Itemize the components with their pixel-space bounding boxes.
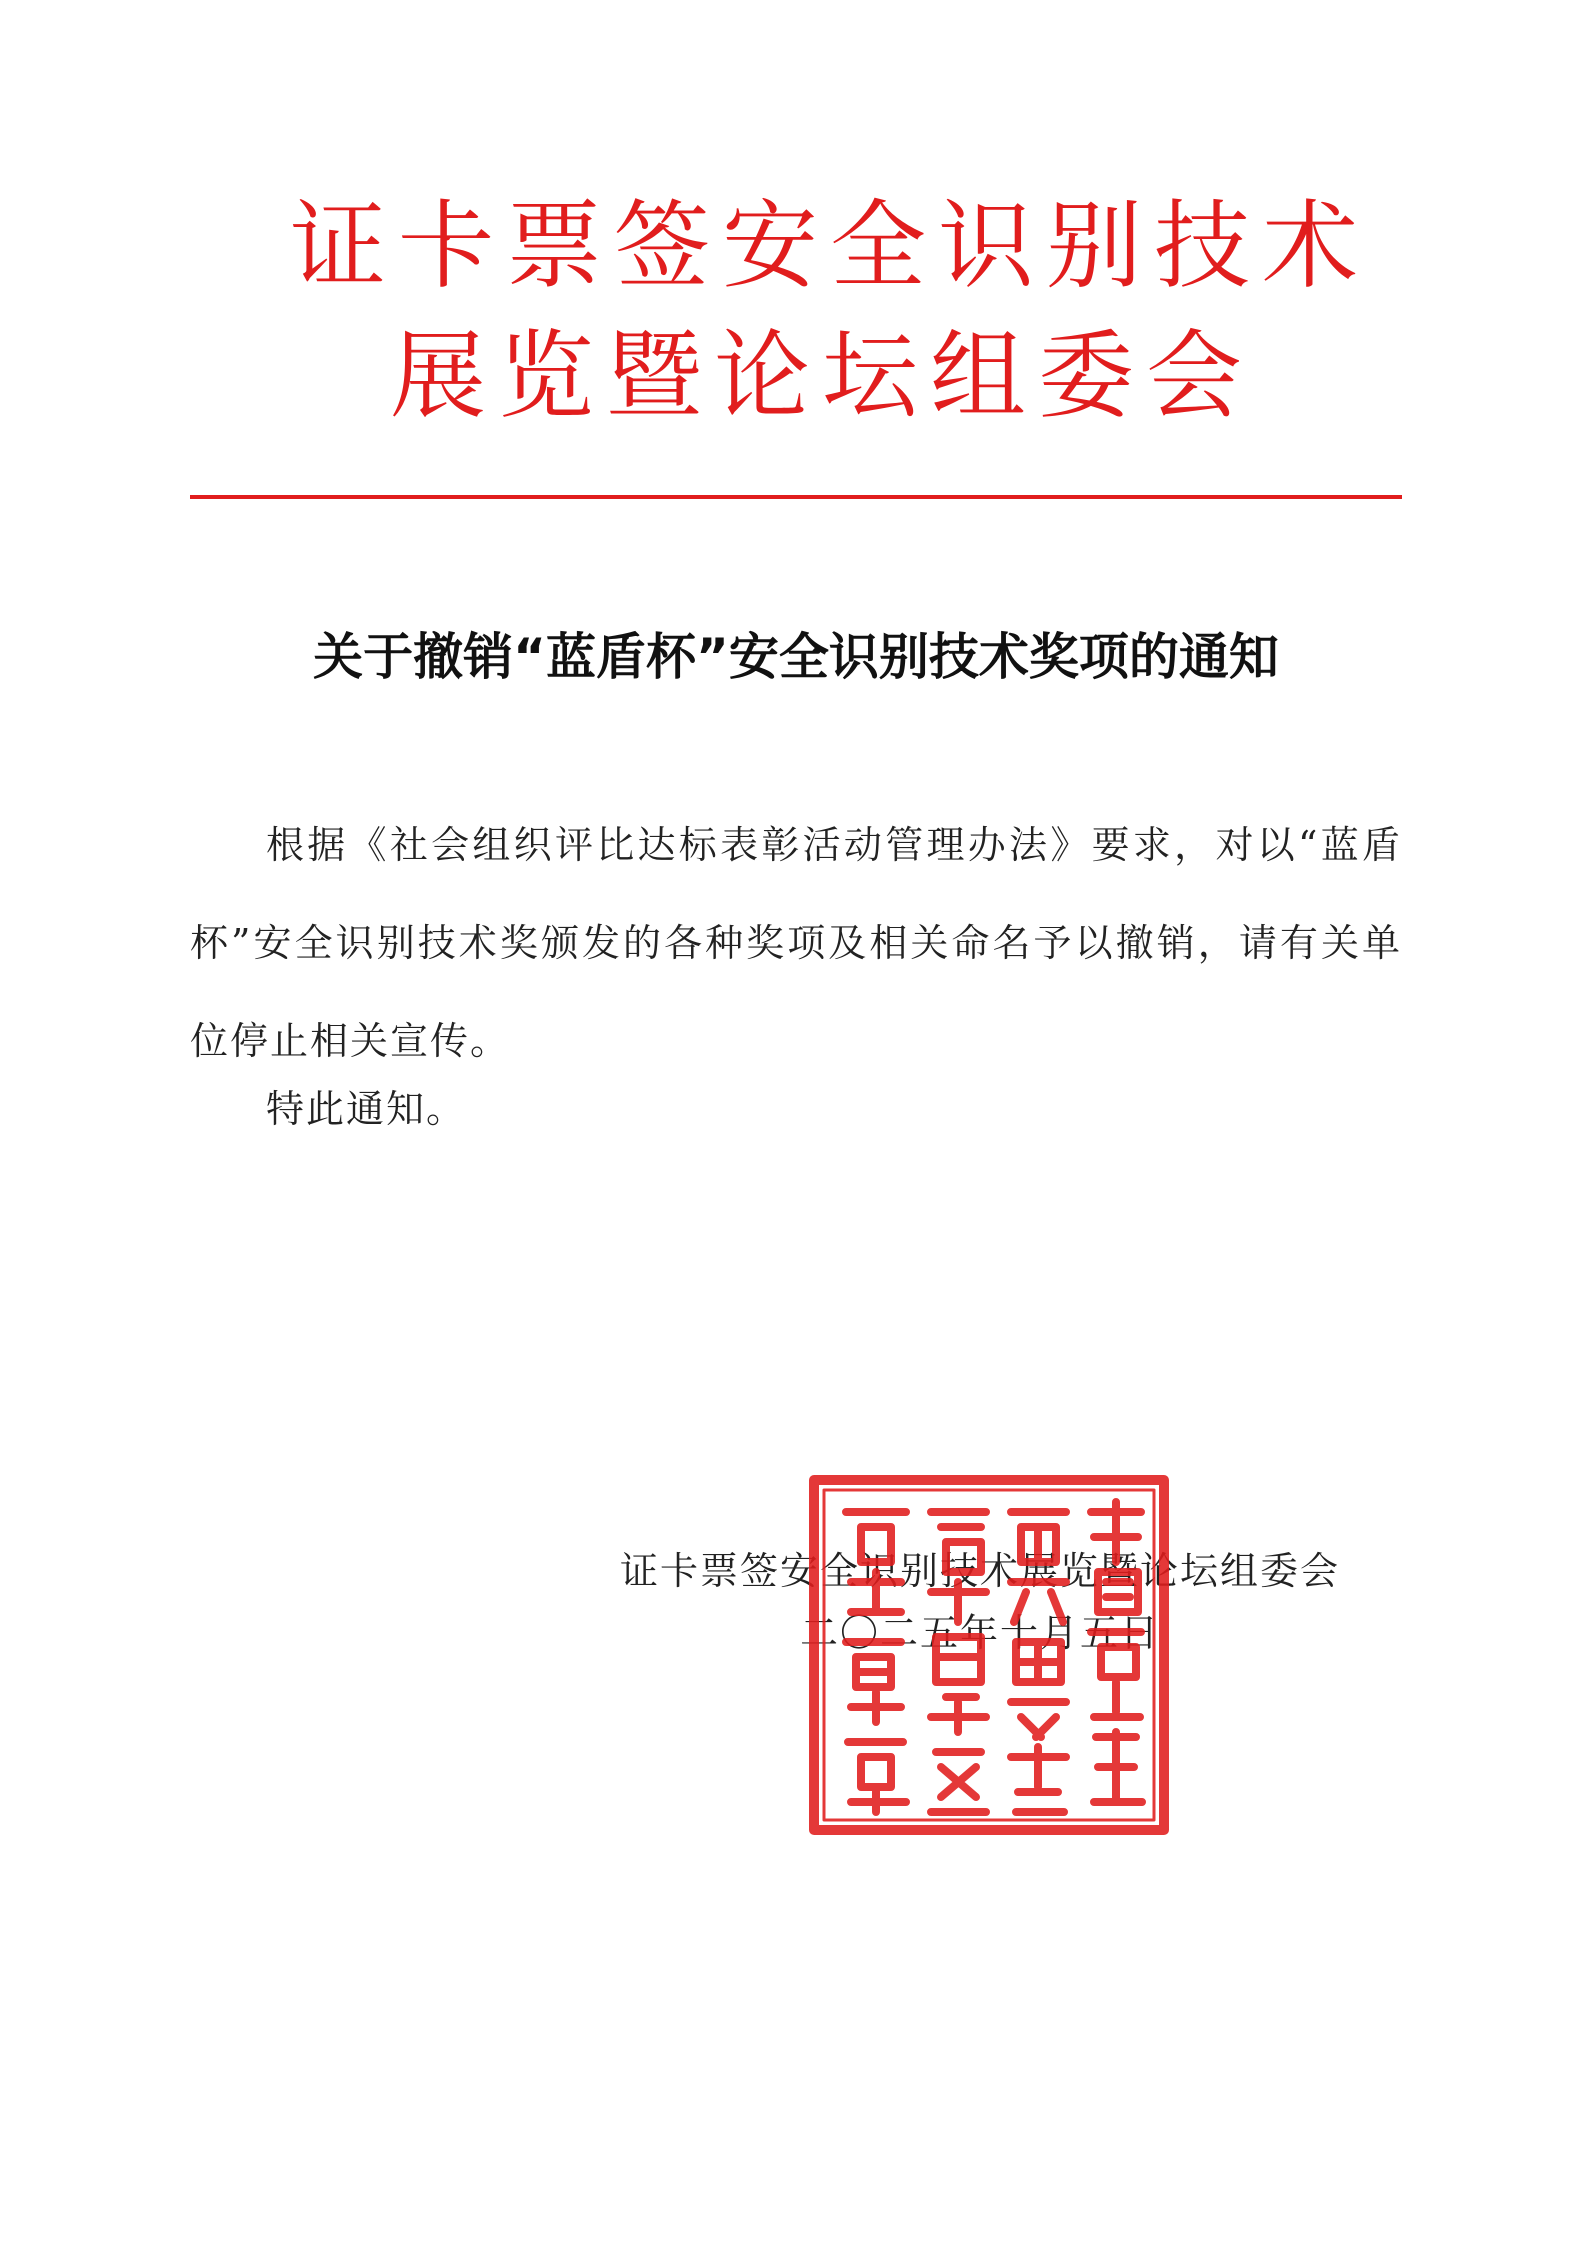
notice-title: 关于撤销“蓝盾杯”安全识别技术奖项的通知 xyxy=(313,628,1279,686)
header-title-line-1: 证卡票签安全识别技术 xyxy=(290,190,1370,302)
official-seal-icon xyxy=(806,1472,1172,1838)
signature-date: 二〇二五年十月五日 xyxy=(800,1611,1161,1655)
red-divider xyxy=(190,495,1402,499)
notice-body: 根据《社会组织评比达标表彰活动管理办法》要求，对以“蓝盾杯”安全识别技术奖颁发的各种奖项及相关命名予以撤销，请有关单位停止相关宣传。 xyxy=(190,823,1402,1063)
header-title-line-2: 展览暨论坛组委会 xyxy=(390,320,1254,432)
signature-organization: 证卡票签安全识别技术展览暨论坛组委会 xyxy=(620,1549,1341,1593)
notice-closing: 特此通知。 xyxy=(266,1087,467,1131)
